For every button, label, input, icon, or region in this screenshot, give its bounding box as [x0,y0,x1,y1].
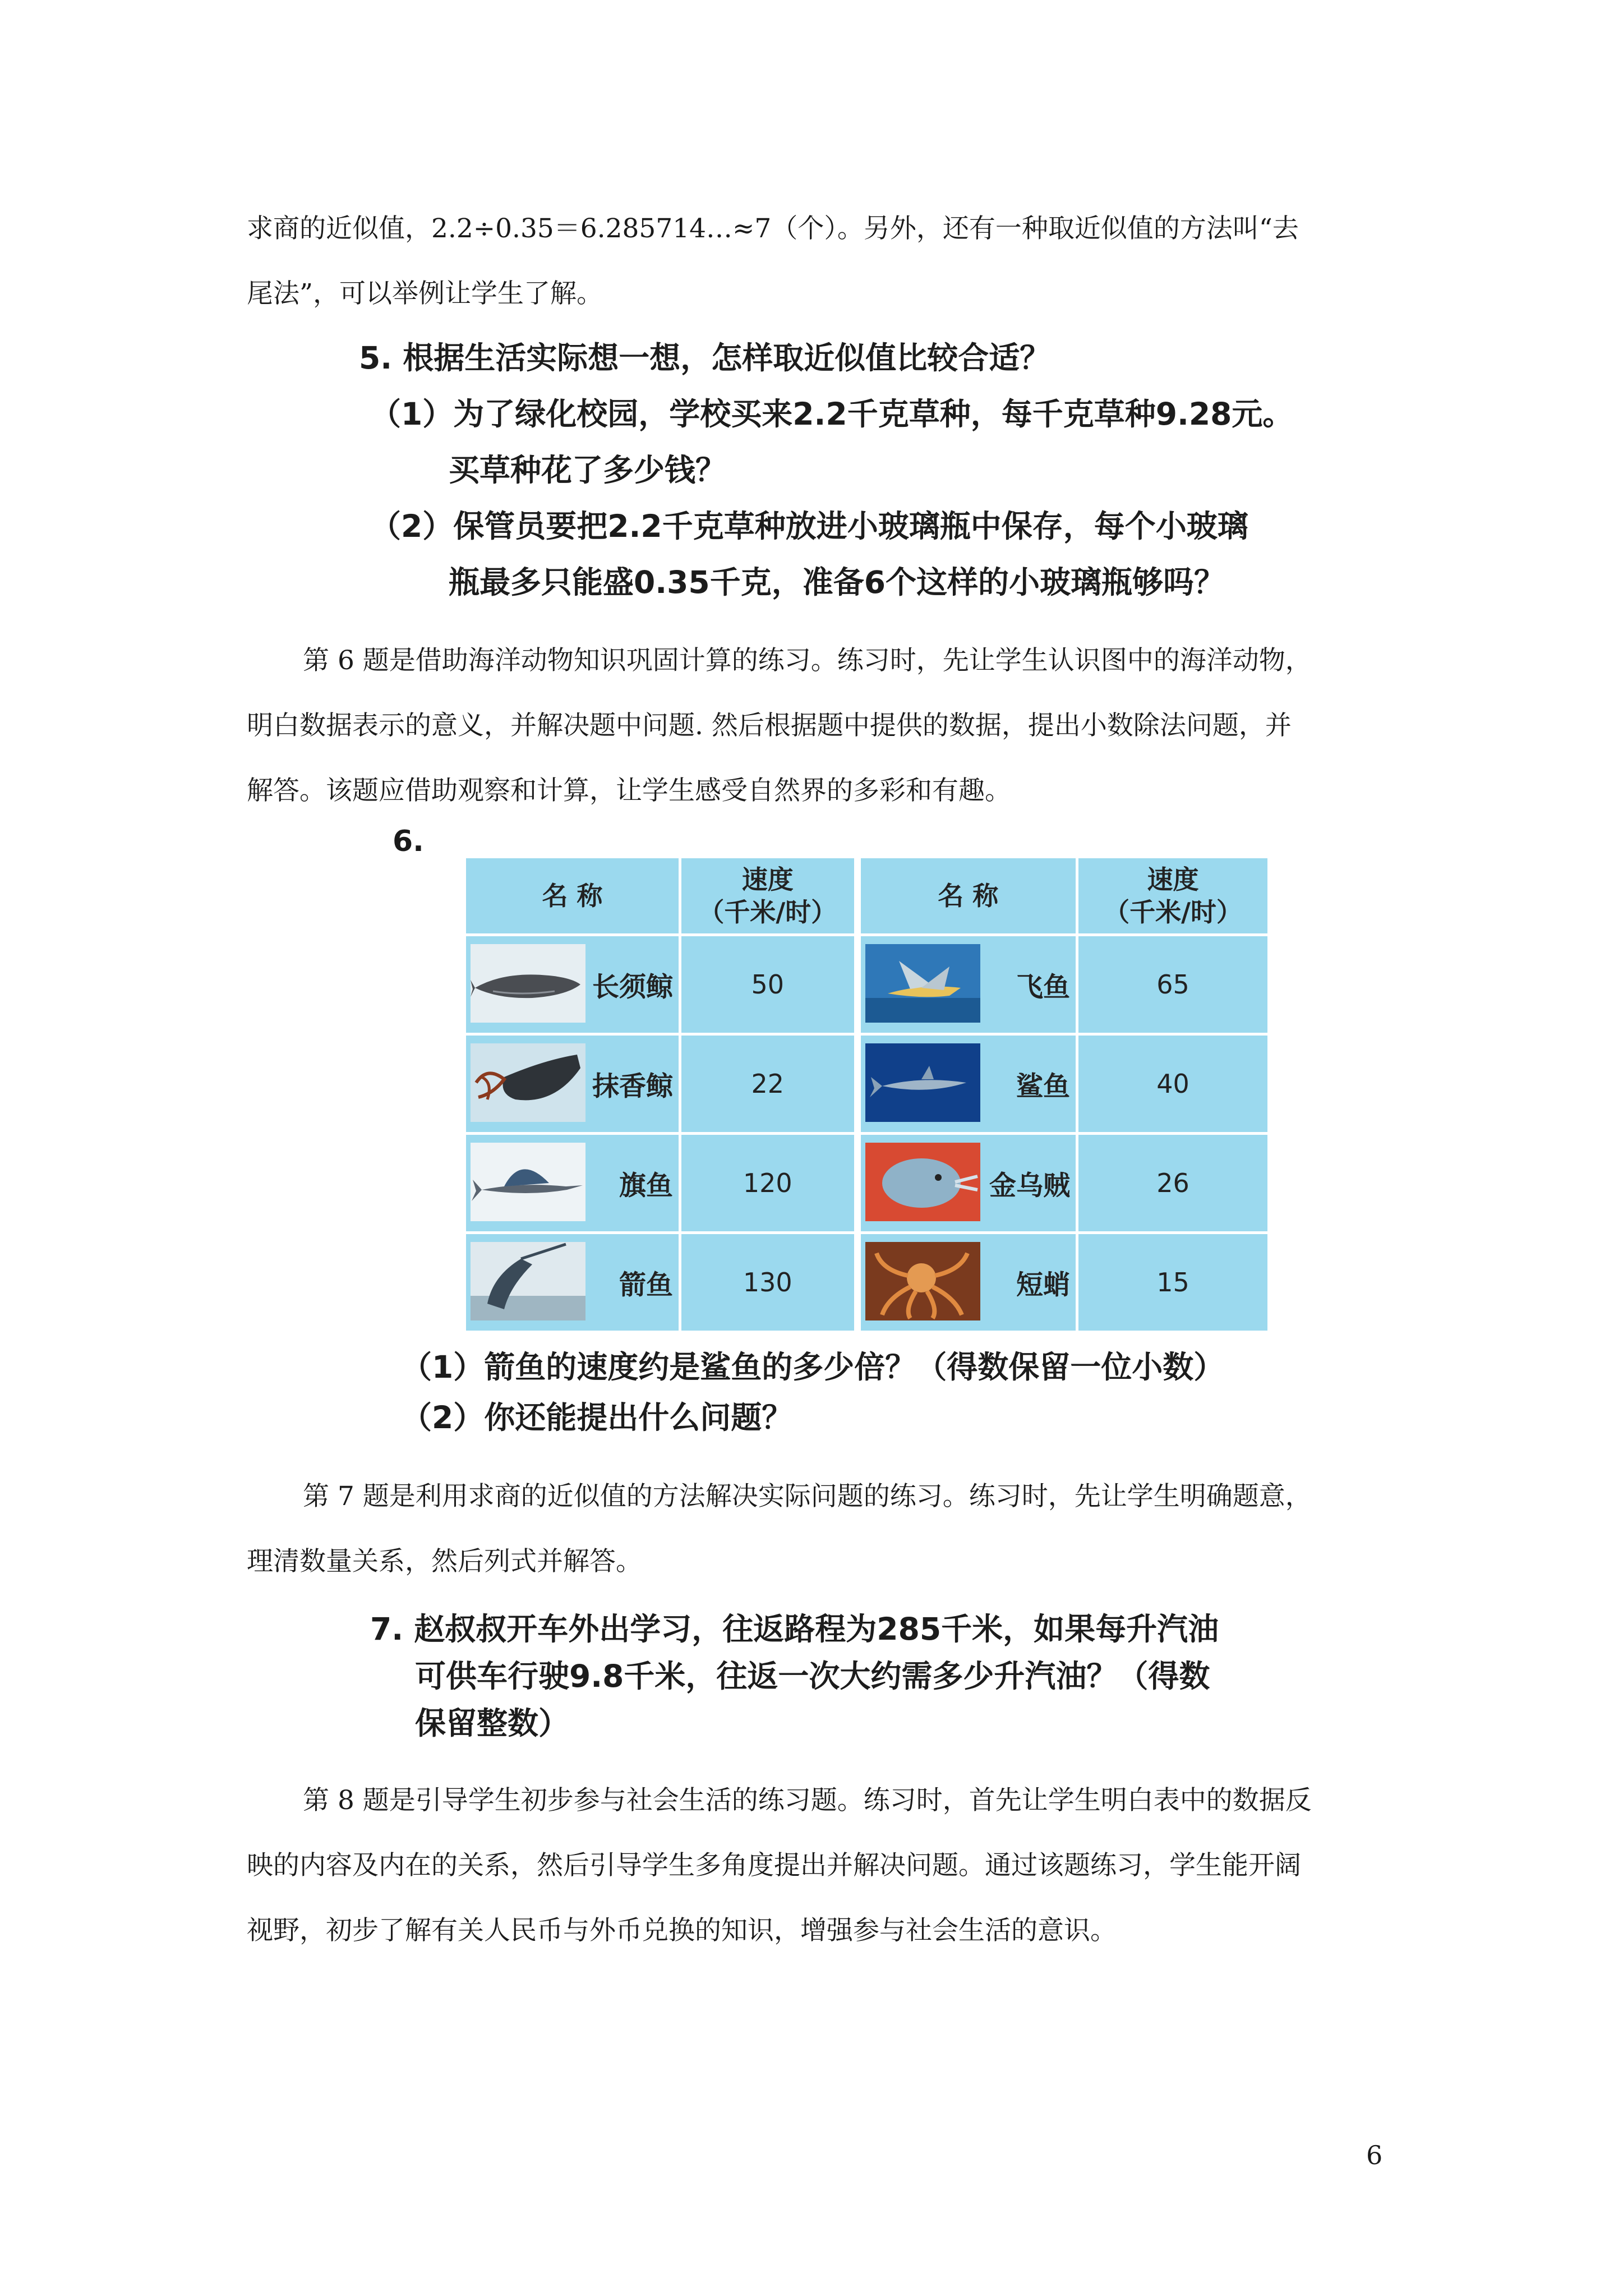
speed-label: 速度 [741,864,794,895]
octopus-image [865,1242,980,1320]
speed-unit: （千米/时） [1104,897,1242,927]
animal-name: 箭鱼 [619,1269,673,1301]
text-line: 明白数据表示的意义，并解决题中问题. 然后根据题中提供的数据，提出小数除法问题，并 [247,710,1292,741]
animal-cell-flying-fish [857,935,1077,1034]
text-line: 理清数量关系，然后列式并解答。 [247,1546,642,1577]
paragraph-8 [247,1768,1391,1963]
speed-label: 速度 [1147,864,1199,895]
animal-name: 长须鲸 [592,971,673,1003]
swordfish-image [471,1242,585,1320]
header-name-right: 名 称 [857,857,1077,935]
problem-5-part-2: （2）保管员要把2.2千克草种放进小玻璃瓶中保存，每个小玻璃 [370,508,1248,544]
flying-fish-image [865,944,980,1023]
paragraph-7 [247,1464,1391,1594]
paragraph-6 [247,628,1391,823]
sperm-whale-image [471,1043,585,1122]
speed-value: 120 [680,1134,857,1233]
animal-name: 鲨鱼 [1016,1070,1070,1102]
speed-value: 15 [1077,1233,1269,1332]
header-speed-right [1077,857,1269,935]
problem-6-question-2: （2）你还能提出什么问题？ [401,1400,793,1435]
marine-animal-speed-table [463,855,1270,1333]
text-line: 第 7 题是利用求商的近似值的方法解决实际问题的练习。练习时，先让学生明确题意， [303,1481,1312,1512]
animal-cell-shark [857,1034,1077,1134]
text-line: 第 6 题是借助海洋动物知识巩固计算的练习。练习时，先让学生认识图中的海洋动物， [303,645,1312,676]
problem-5-title: 5. 根据生活实际想一想，怎样取近似值比较合适？ [359,340,1051,376]
animal-name: 抹香鲸 [592,1070,673,1102]
animal-cell-cuttlefish [857,1134,1077,1233]
text-line: 视野，初步了解有关人民币与外币兑换的知识，增强参与社会生活的意识。 [247,1915,1117,1946]
speed-value: 130 [680,1233,857,1332]
speed-value: 22 [680,1034,857,1134]
text-line: 映的内容及内在的关系，然后引导学生多角度提出并解决问题。通过该题练习，学生能开阔 [247,1850,1301,1881]
cuttlefish-image [865,1143,980,1221]
speed-value: 65 [1077,935,1269,1034]
text-line: 解答。该题应借助观察和计算，让学生感受自然界的多彩和有趣。 [247,775,1011,806]
shark-image [865,1043,980,1122]
speed-value: 40 [1077,1034,1269,1134]
problem-7 [370,1605,1219,1747]
table-row [465,1134,1269,1233]
problem-5-part-1-cont: 买草种花了多少钱？ [449,452,727,488]
animal-name: 旗鱼 [619,1170,673,1202]
speed-value: 26 [1077,1134,1269,1233]
header-speed-left [680,857,857,935]
problem-5-part-1: （1）为了绿化校园，学校买来2.2千克草种，每千克草种9.28元。 [370,396,1294,432]
intro-paragraph [247,196,1391,326]
problem-7-line: 保留整数） [415,1705,570,1741]
animal-name: 飞鱼 [1016,971,1070,1003]
animal-name: 短蛸 [1016,1269,1070,1301]
animal-cell-swordfish [465,1233,680,1332]
table-row [465,1233,1269,1332]
sailfish-image [471,1143,585,1221]
fin-whale-image [471,944,585,1023]
text-line: 尾法”，可以举例让学生了解。 [247,278,603,309]
problem-5-part-2-cont: 瓶最多只能盛0.35千克，准备6个这样的小玻璃瓶够吗？ [449,564,1225,600]
text-line: 第 8 题是引导学生初步参与社会生活的练习题。练习时，首先让学生明白表中的数据反 [303,1785,1312,1816]
problem-6-number: 6. [393,825,424,858]
table-row [465,935,1269,1034]
problem-7-line: 7. 赵叔叔开车外出学习，往返路程为285千米，如果每升汽油 [370,1611,1219,1647]
table-header-row [465,857,1269,935]
animal-cell-fin-whale [465,935,680,1034]
problem-7-line: 可供车行驶9.8千米，往返一次大约需多少升汽油？（得数 [415,1658,1210,1694]
animal-cell-sailfish [465,1134,680,1233]
text-line: 求商的近似值，2.2÷0.35＝6.285714…≈7（个）。另外，还有一种取近似值的方法叫“去 [247,213,1299,244]
speed-unit: （千米/时） [698,897,837,927]
page-number: 6 [1366,2140,1383,2170]
header-name-left: 名 称 [465,857,680,935]
animal-name: 金乌贼 [989,1170,1070,1202]
table-row [465,1034,1269,1134]
problem-6-questions [401,1342,1224,1443]
problem-6-question-1: （1）箭鱼的速度约是鲨鱼的多少倍？（得数保留一位小数） [401,1349,1225,1385]
speed-value: 50 [680,935,857,1034]
animal-cell-octopus [857,1233,1077,1332]
animal-cell-sperm-whale [465,1034,680,1134]
problem-5 [359,330,1293,610]
